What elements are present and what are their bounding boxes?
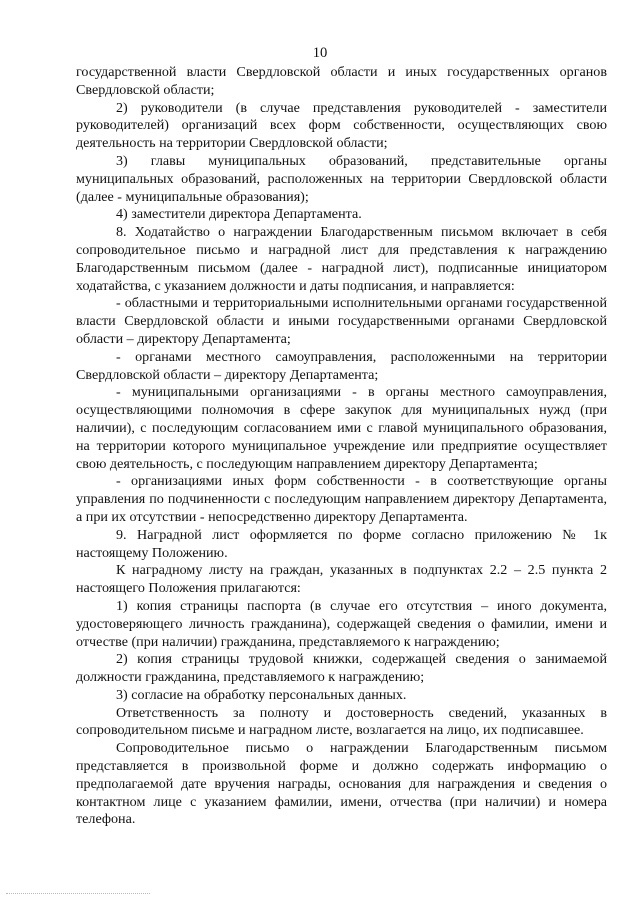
list-item-4: 4) заместители директора Департамента. — [116, 206, 362, 223]
list-item-3: 3) главы муниципальных образований, представительные органы муниципальных образований, расположенных на территории Свердловской области (далее - муниципальные образования); — [76, 152, 607, 205]
dash-item-regional-bodies: - областными и территориальными исполнительными органами государственной власти Свердловской области и иными государственными органами Свердловской области – директору Департамента; — [76, 295, 607, 347]
list-item-2: 2) руководители (в случае представления руководителей - заместители руководителей) организаций всех форм собственности, осуществляющих свою деятельность на территории Свердловской области; — [76, 99, 607, 152]
responsibility-paragraph: Ответственность за полноту и достоверность сведений, указанных в сопроводительном письме и наградном листе, возлагается на лицо, их подписавшее. — [76, 704, 607, 739]
document-body — [76, 64, 607, 829]
attachments-intro: К наградному листу на граждан, указанных в подпунктах 2.2 – 2.5 пункта 2 настоящего Положения прилагаются: — [76, 562, 607, 597]
attachment-item-3: 3) согласие на обработку персональных данных. — [116, 686, 407, 703]
dash-item-other-organizations: - организациями иных форм собственности - в соответствующие органы управления по подчиненности с последующим направлением директору Департамента, а при их отсутствии - непосредственно директору Департамента. — [76, 473, 607, 525]
attachment-item-2: 2) копия страницы трудовой книжки, содержащей сведения о занимаемой должности гражданина, представляемого к награждению; — [76, 651, 607, 686]
clause-8: 8. Ходатайство о награждении Благодарственным письмом включает в себя сопроводительное письмо и наградной лист для представления к награждению Благодарственным письмом (далее - наградной лист), подписанные инициатором ходатайства, с указанием должности и даты подписания, и направляется: — [76, 224, 607, 294]
cover-letter-paragraph: Сопроводительное письмо о награждении Благодарственным письмом представляется в произвольной форме и должно содержать информацию о предполагаемой дате вручения награды, основания для награждения и сведения о контактном лице с указанием фамилии, имени, отчества (при наличии) и номера телефона. — [76, 740, 607, 828]
paragraph-continuation: государственной власти Свердловской области и иных государственных органов Свердловской области; — [76, 64, 607, 98]
attachment-item-1: 1) копия страницы паспорта (в случае его отсутствия – иного документа, удостоверяющего личность гражданина), содержащей сведения о фамилии, имени и отчестве (при наличии) гражданина, представляемого к награждению; — [76, 597, 607, 650]
dash-item-municipal-organizations: - муниципальными организациями - в органы местного самоуправления, осуществляющими полномочия в сфере закупок для муниципальных нужд (при наличии), с последующим согласованием ими с главой муниципального образования, на территории которого муниципальное учреждение или предприятие осуществляет свою деятельность, с последующим направлением директору Департамента; — [76, 384, 607, 472]
clause-9: 9. Наградной лист оформляется по форме согласно приложению № 1к настоящему Положению. — [76, 526, 607, 561]
dash-item-local-government: - органами местного самоуправления, расположенными на территории Свердловской области – директору Департамента; — [76, 348, 607, 383]
footer-divider — [6, 893, 150, 894]
page-number: 10 — [312, 45, 328, 61]
